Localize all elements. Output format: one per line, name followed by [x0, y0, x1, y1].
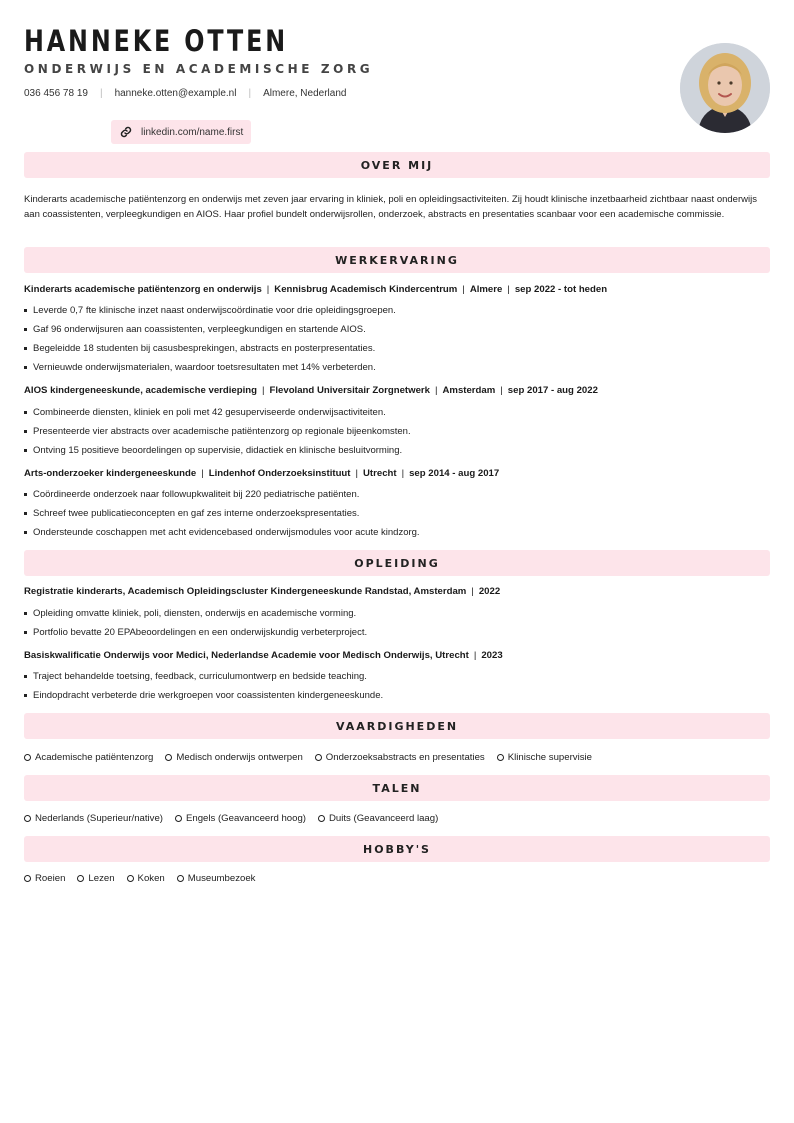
contact-line [24, 88, 346, 99]
list-item: Combineerde diensten, kliniek en poli met 42 gesuperviseerde onderwijsactiviteiten. [24, 407, 386, 418]
section-header-about: OVER MIJ [24, 152, 770, 178]
language-item: Duits (Geavanceerd laag) [318, 813, 438, 824]
skill-item: Academische patiëntenzorg [24, 752, 153, 763]
hobby-item: Roeien [24, 873, 65, 884]
education-title-line: Registratie kinderarts, Academisch Opleidingscluster Kindergeneeskunde Randstad, Amsterdam | 2022 [24, 586, 501, 597]
location: Almere, Nederland [263, 88, 347, 99]
section-header-education: OPLEIDING [24, 550, 770, 576]
section-header-skills: VAARDIGHEDEN [24, 713, 770, 739]
about-text: Kinderarts academische patiëntenzorg en onderwijs met zeven jaar ervaring in kliniek, poli en opleidingsactiviteiten. Zij houdt klinische inzetbaarheid zichtbaar naast onderwijs aan coassistenten, verpleegkundigen en AIOS. Haar profiel bundelt onderwijsrollen, onderzoek, abstracts en presentaties scanbaar voor een academische commissie. [24, 194, 757, 220]
list-item: Eindopdracht verbeterde drie werkgroepen voor coassistenten kindergeneeskunde. [24, 690, 383, 701]
list-item: Vernieuwde onderwijsmaterialen, waardoor toetsresultaten met 14% verbeterden. [24, 362, 376, 373]
list-item: Schreef twee publicatieconcepten en gaf zes interne onderzoekspresentaties. [24, 508, 359, 519]
job-title-line: AIOS kindergeneeskunde, academische verdieping | Flevoland Universitair Zorgnetwerk | Amsterdam | sep 2017 - aug 2022 [24, 385, 598, 396]
skill-item: Klinische supervisie [497, 752, 592, 763]
list-item: Portfolio bevatte 20 EPAbeoordelingen en een onderwijskundig verbeterproject. [24, 627, 367, 638]
profile-photo [680, 43, 770, 133]
section-header-hobbies: HOBBY'S [24, 836, 770, 862]
language-item: Nederlands (Superieur/native) [24, 813, 163, 824]
section-header-languages: TALEN [24, 775, 770, 801]
candidate-name: HANNEKE OTTEN [24, 24, 288, 58]
job-title-line: Kinderarts academische patiëntenzorg en onderwijs | Kennisbrug Academisch Kindercentrum | Almere | sep 2022 - tot heden [24, 284, 608, 295]
list-item: Traject behandelde toetsing, feedback, curriculumontwerp en bedside teaching. [24, 671, 367, 682]
list-item: Opleiding omvatte kliniek, poli, diensten, onderwijs en academische vorming. [24, 608, 356, 619]
list-item: Leverde 0,7 fte klinische inzet naast onderwijscoördinatie voor drie opleidingsgroepen. [24, 305, 396, 316]
list-item: Begeleidde 18 studenten bij casusbesprekingen, abstracts en posterpresentaties. [24, 343, 375, 354]
list-item: Presenteerde vier abstracts over academische patiëntenzorg op regionale bijeenkomsten. [24, 426, 411, 437]
skill-item: Onderzoeksabstracts en presentaties [315, 752, 485, 763]
separator: | [99, 88, 103, 99]
list-item: Gaf 96 onderwijsuren aan coassistenten, verpleegkundigen en startende AIOS. [24, 324, 366, 335]
education-title-line: Basiskwalificatie Onderwijs voor Medici, Nederlandse Academie voor Medisch Onderwijs, Utrecht | 2023 [24, 650, 503, 661]
link-icon [119, 125, 133, 139]
job-title-line: Arts-onderzoeker kindergeneeskunde | Lindenhof Onderzoeksinstituut | Utrecht | sep 2014 - aug 2017 [24, 468, 500, 479]
skill-item: Medisch onderwijs ontwerpen [165, 752, 302, 763]
languages-list [24, 813, 450, 824]
list-item: Ondersteunde coschappen met acht evidencebased onderwijsmodules voor acute kindzorg. [24, 527, 420, 538]
candidate-subtitle: ONDERWIJS EN ACADEMISCHE ZORG [24, 62, 374, 76]
linkedin-link[interactable] [111, 120, 251, 144]
email-address[interactable]: hanneke.otten@example.nl [114, 88, 237, 99]
hobby-item: Koken [127, 873, 165, 884]
section-header-experience: WERKERVARING [24, 247, 770, 273]
separator: | [248, 88, 252, 99]
skills-list [24, 752, 604, 763]
list-item: Coördineerde onderzoek naar followupkwaliteit bij 220 pediatrische patiënten. [24, 489, 359, 500]
hobby-item: Lezen [77, 873, 114, 884]
hobby-item: Museumbezoek [177, 873, 256, 884]
hobbies-list [24, 873, 267, 884]
phone-number[interactable]: 036 456 78 19 [24, 88, 88, 99]
language-item: Engels (Geavanceerd hoog) [175, 813, 306, 824]
linkedin-url: linkedin.com/name.first [141, 126, 244, 138]
list-item: Ontving 15 positieve beoordelingen op supervisie, didactiek en klinische besluitvorming. [24, 445, 402, 456]
